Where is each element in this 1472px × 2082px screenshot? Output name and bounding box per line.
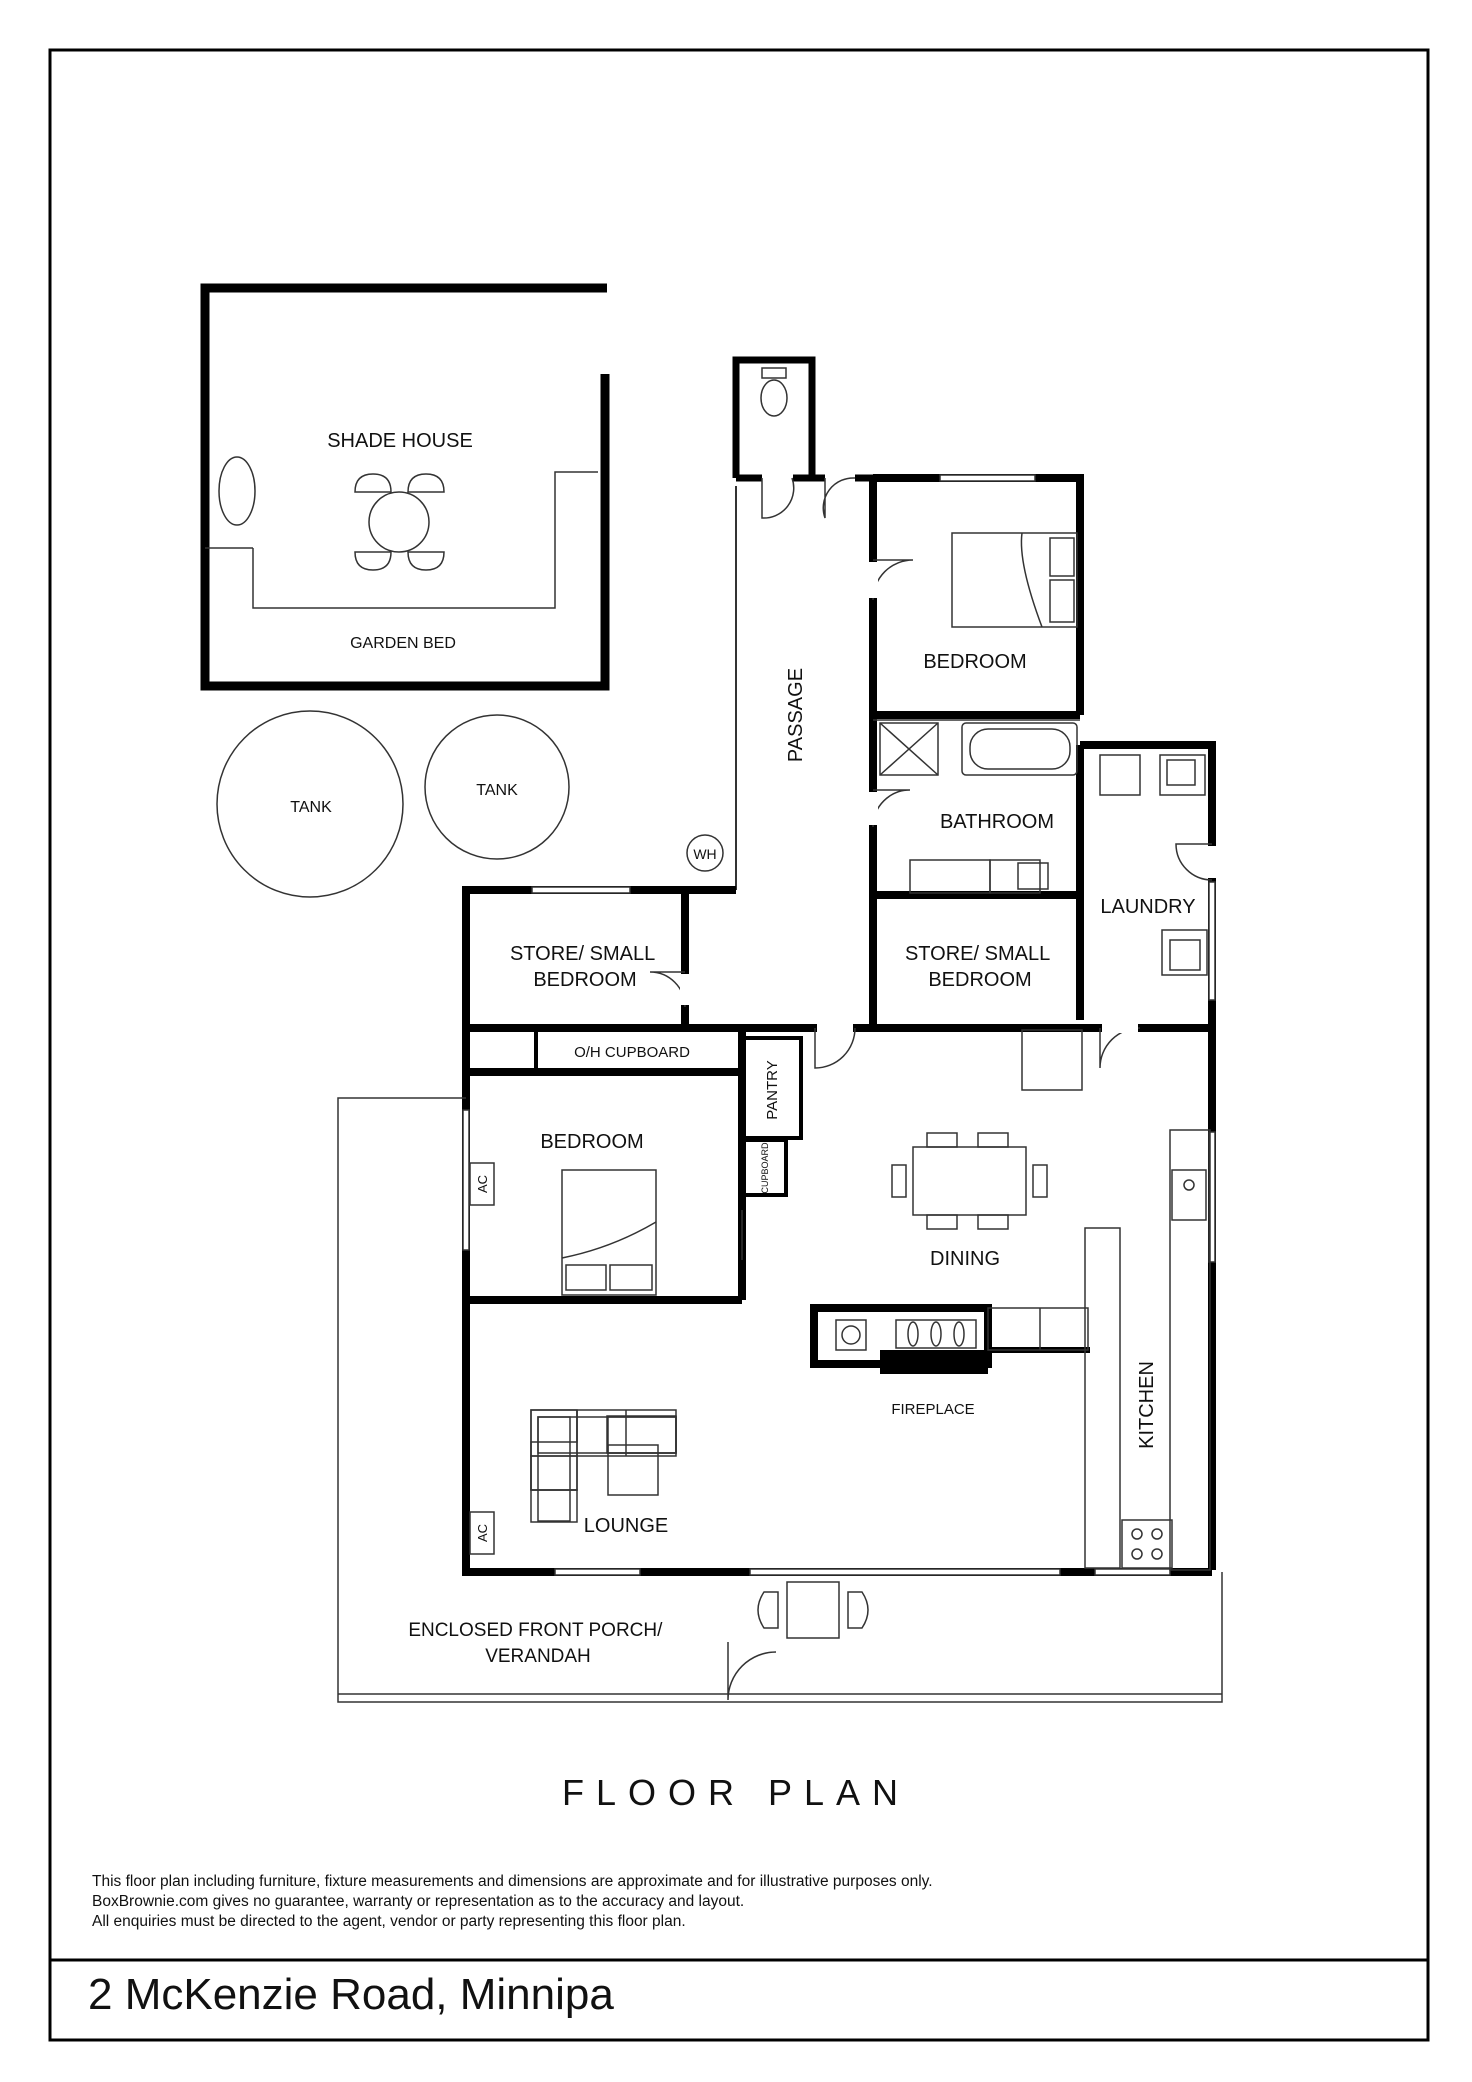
doors [650,560,1212,1700]
bedroom-1-furniture [952,533,1077,627]
washer-icon [1100,755,1140,795]
oh-cupboard-label: O/H CUPBOARD [574,1044,690,1061]
dining-furniture [892,1030,1082,1229]
kitchen-island [1085,1228,1120,1568]
porch-table-icon [787,1582,839,1638]
tank-2-label: TANK [476,782,518,799]
bathroom-fixtures [873,720,1080,893]
ac-2-label: AC [475,1523,490,1543]
dining-label: DINING [930,1248,1000,1270]
property-address: 2 McKenzie Road, Minnipa [88,1970,614,2019]
garden-bed-label: GARDEN BED [350,635,456,652]
passage [687,478,873,890]
store-left-label [510,943,660,991]
kitchen-sink-icon [1172,1170,1206,1220]
passage-label: PASSAGE [785,667,807,763]
toilet-room [736,360,812,478]
toilet-icon [762,368,786,378]
store-right-label [905,943,1055,991]
outdoor-table-set [355,474,444,570]
disclaimer [92,1872,933,1932]
bedroom-2-furniture [470,1163,656,1295]
store-left-line-1: STORE/ SMALL [509,943,655,965]
store-right-line-2: BEDROOM [928,969,1032,991]
page-title: FLOOR PLAN [561,1772,911,1813]
fireplace-label: FIREPLACE [891,1401,975,1418]
passage-door-icon [823,478,855,518]
wc-door-icon [762,478,794,518]
kitchen-fixtures [1085,1130,1210,1570]
porch-line-2: VERANDAH [485,1646,591,1667]
planter-pot [219,457,255,525]
laundry-label: LAUNDRY [1100,896,1196,918]
kitchen-bench [1170,1130,1210,1570]
bed-icon [562,1170,656,1295]
ac-1-label: AC [475,1174,490,1194]
dining-cabinet [1022,1030,1082,1090]
shade-house [205,288,607,686]
tank-1-label: TANK [290,799,332,816]
laundry-fixtures [1100,755,1207,975]
disclaimer-line-3: All enquiries must be directed to the agent, vendor or party representing this floor plan. [92,1913,686,1930]
dining-table-icon [913,1147,1026,1215]
disclaimer-line-2: BoxBrownie.com gives no guarantee, warranty or representation as to the accuracy and layout. [92,1893,745,1910]
bedroom-1-label: BEDROOM [923,651,1027,673]
store-left-line-2: BEDROOM [533,969,637,991]
bedroom-2-label: BEDROOM [540,1131,644,1153]
cupboard-label: CUPBOARD [760,1142,770,1194]
disclaimer-line-1: This floor plan including furniture, fixture measurements and dimensions are approximate and for illustrative purposes only. [92,1873,933,1890]
basin-icon [1018,863,1048,889]
wh-label: WH [693,846,717,862]
lounge-label: LOUNGE [583,1515,669,1537]
shade-house-label: SHADE HOUSE [327,430,473,452]
pantry-label: PANTRY [764,1060,781,1120]
kitchen-label: KITCHEN [1136,1361,1158,1449]
porch-label [408,1620,667,1667]
store-right-line-1: STORE/ SMALL [904,943,1050,965]
fireplace-unit [814,1308,1090,1374]
bathroom-label: BATHROOM [939,811,1055,833]
cooktop-icon [1122,1520,1172,1568]
porch-line-1: ENCLOSED FRONT PORCH/ [408,1620,663,1641]
